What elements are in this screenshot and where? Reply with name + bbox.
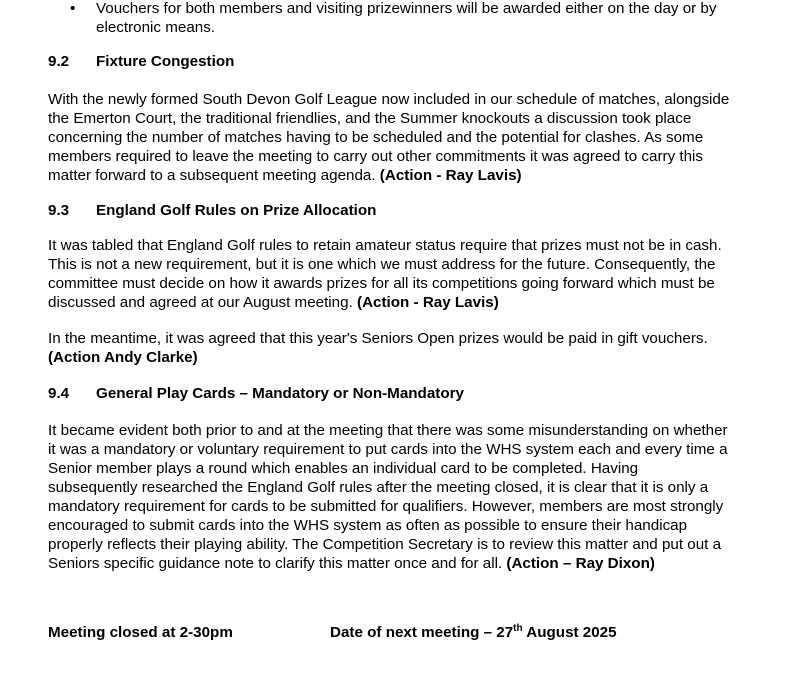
section-heading-9-3: 9.3 England Golf Rules on Prize Allocation [48,202,377,219]
section-paragraph-9-3: It was tabled that England Golf rules to retain amateur status require that prizes must not be in cash. This is not a new requirement, but it is one which we must address for the future. Consequently, the committee must decide on how it awards prizes for all its competitions going forward which must be discussed and agreed at our August meeting. (Action - Ray Lavis) [48,237,722,311]
section-paragraph-9-2: With the newly formed South Devon Golf League now included in our schedule of matches, alongside the Emerton Court, the traditional friendlies, and the Summer knockouts a discussion took place concerning the number of matches having to be scheduled and the potential for clashes. As some members required to leave the meeting to carry out other commitments it was agreed to carry this matter forward to a subsequent meeting agenda. (Action - Ray Lavis) [48,91,730,184]
bullet-text: Vouchers for both members and visiting prizewinners will be awarded either on the day or by electronic means. [96,0,717,36]
next-meeting-date: Date of next meeting – 27th August 2025 [330,623,617,641]
bullet-icon: • [70,0,76,17]
action-owner: (Action - Ray Lavis) [357,294,499,311]
meeting-closed-time: Meeting closed at 2-30pm [48,624,233,641]
section-paragraph-9-4: It became evident both prior to and at the meeting that there was some misunderstanding on whether it was a mandatory or voluntary requirement to put cards into the WHS system each and every time a Senior member plays a round which enables an individual card to be completed. Having subsequently researched the England Golf rules after the meeting closed, it is clear that it is only a mandatory requirement for cards to be submitted for qualifiers. However, members are most strongly encouraged to submit cards into the WHS system as often as possible to ensure their handicap properly reflects their playing ability. The Competition Secretary is to review this matter and put out a Seniors specific guidance note to clarify this matter once and for all. (Action – Ray Dixon) [48,422,728,572]
section-heading-9-2: 9.2 Fixture Congestion [48,53,235,70]
action-owner: (Action - Ray Lavis) [379,167,522,184]
section-paragraph-9-3-b: In the meantime, it was agreed that this year's Seniors Open prizes would be paid in gift vouchers. (Action Andy Clarke) [48,330,708,366]
action-owner: (Action Andy Clarke) [48,349,198,366]
section-heading-9-4: 9.4 General Play Cards – Mandatory or Non-Mandatory [48,385,464,402]
action-owner: (Action – Ray Dixon) [506,555,655,572]
